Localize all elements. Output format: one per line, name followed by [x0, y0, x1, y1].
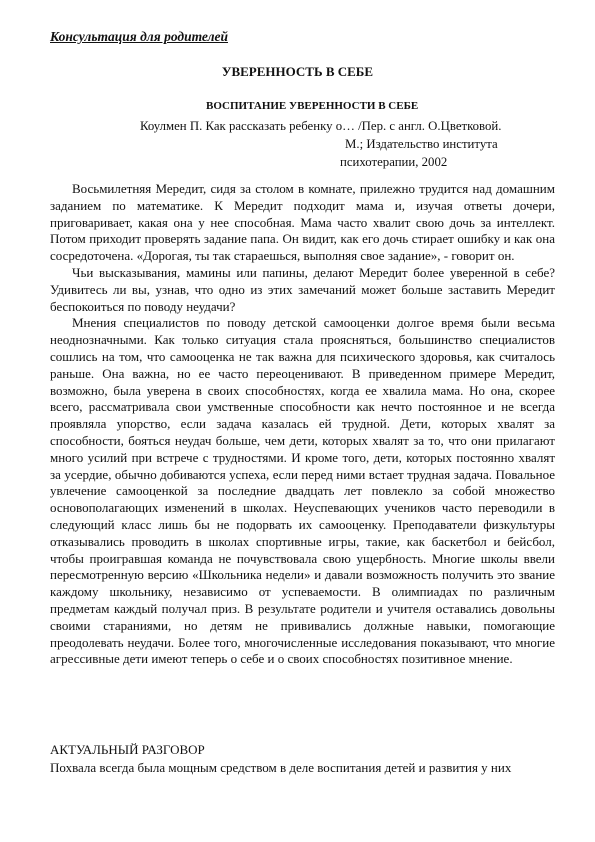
citation-line: психотерапии, 2002 — [340, 155, 448, 169]
body-text — [50, 181, 555, 668]
section-heading: АКТУАЛЬНЫЙ РАЗГОВОР — [50, 742, 205, 757]
paragraph: Восьмилетняя Мередит, сидя за столом в комнате, прилежно трудится над домашним заданием по математике. К Мередит подходит мама и, изучая ответы дочери, приговаривает, какая она у нее способная. Мама часто хвалит свою дочь за интеллект. Потом приходит проверять задание папа. Он видит, как его дочь стирает ошибку и как она сосредоточена. «Дорогая, ты так стараешься, выполняя свое задание», - говорит он. — [50, 181, 555, 264]
citation-line: М.; Издательство института — [345, 137, 498, 151]
citation-block — [140, 117, 560, 171]
document-subtitle: ВОСПИТАНИЕ УВЕРЕННОСТИ В СЕБЕ — [206, 100, 419, 112]
section-first-line: Похвала всегда была мощным средством в деле воспитания детей и развития у них — [50, 760, 512, 775]
document-title: УВЕРЕННОСТЬ В СЕБЕ — [221, 64, 374, 79]
paragraph: Чьи высказывания, мамины или папины, делают Мередит более уверенной в себе? Удивитесь ли вы, узнав, что одно из этих замечаний может больше заставить Мередит беспокоиться по поводу неудачи? — [50, 264, 555, 314]
document-label: Консультация для родителей — [50, 29, 228, 44]
citation-line: Коулмен П. Как рассказать ребенку о… /Пер. с англ. О.Цветковой. — [140, 119, 502, 133]
paragraph: Мнения специалистов по поводу детской самооценки долгое время были весьма неоднозначными. Как только ситуация стала проясняться, большинство специалистов сошлись на том, что самооценка не так важна для психического здоровья, как считалось раньше. Она важна, но ее часто переоценивают. В приведенном примере Мередит, возможно, была уверена в своих способностях, когда ее хвалила мама. Но она, скорее всего, рассматривала свои умственные способности как нечто постоянное и не всегда проявляла упорство, если задача казалась ей трудной. Дети, которых хвалят за способности, бояться неудач больше, чем дети, которых хвалят за то, что они прилагают много усилий при встрече с трудностями. И кроме того, дети, которых постоянно хвалят за усердие, обычно добиваются успеха, если перед ними встает трудная задача. Повальное увлечение самооценкой за последние двадцать лет повлекло за собой множество основополагающих изменений в школах. Неуспевающих учеников часто переводили в следующий класс лишь бы не подорвать их самооценку. Преподаватели физкультуры отказывались проводить в школах спортивные игры, такие, как баскетбол и бейсбол, чтобы проигравшая команда не почувствовала свою ущербность. Многие школы ввели пересмотренную версию «Школьника недели» и давали возможность получить это звание каждому школьнику, независимо от успеваемости. В олимпиадах по различным предметам каждый получал приз. В результате родители и учителя оставались довольны своими стараниями, но детям не прививались должные навыки, помогающие преодолевать неудачи. Более того, многочисленные исследования показывают, что многие агрессивные дети имеют теперь о себе и о своих способностях позитивное мнение. — [50, 315, 555, 667]
